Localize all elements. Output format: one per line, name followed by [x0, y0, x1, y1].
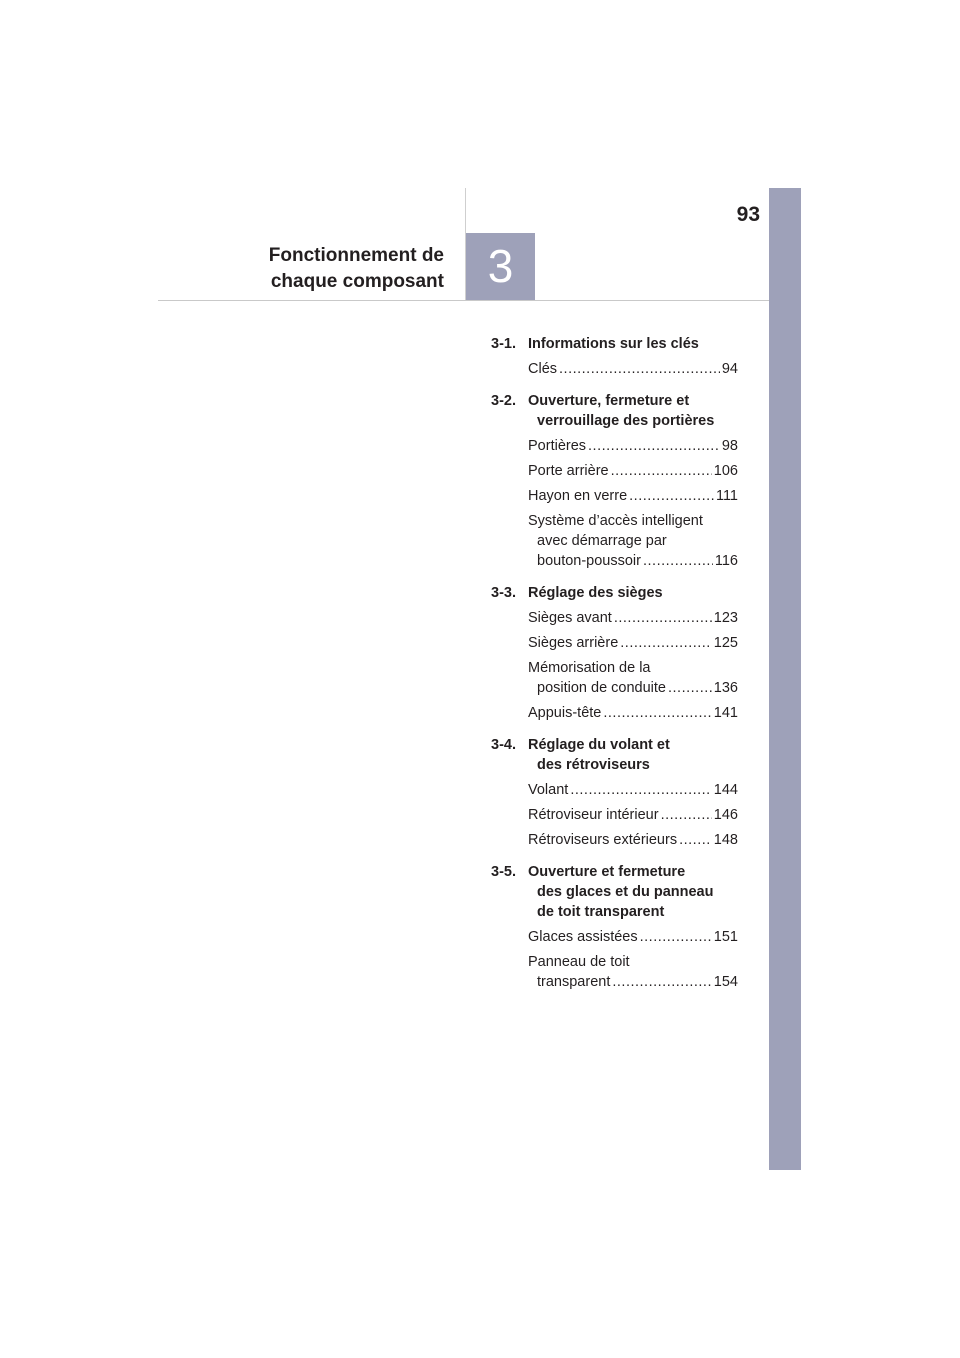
toc-section-title: [528, 862, 738, 922]
toc-entry-page: 154: [713, 974, 738, 990]
dot-leader: [612, 972, 711, 992]
toc-entry-link[interactable]: [528, 511, 738, 571]
toc-entry-label: Clés: [528, 361, 558, 377]
toc-section-title: [528, 583, 738, 603]
toc-entry-label: Rétroviseurs extérieurs: [528, 832, 678, 848]
toc-section-title-line: Réglage des sièges: [528, 585, 663, 601]
dot-leader: [570, 780, 711, 800]
toc-entry-label: transparent: [537, 974, 611, 990]
toc-entry-line: Mémorisation de la: [528, 660, 651, 676]
toc-entry-page: 148: [713, 832, 738, 848]
toc-section-title-line: Réglage du volant et: [528, 737, 670, 753]
dot-leader: [661, 805, 712, 825]
toc-entry-page: 116: [714, 553, 738, 569]
toc-entry-label: bouton-poussoir: [537, 553, 641, 569]
toc-section-title-line: Ouverture, fermeture et: [528, 393, 690, 409]
toc-entry-page: 151: [713, 929, 738, 945]
dot-leader: [679, 830, 712, 850]
toc-entry-page: 111: [715, 488, 738, 504]
toc-entry-label: Rétroviseur intérieur: [528, 807, 659, 823]
toc-entry-page: 144: [713, 782, 738, 798]
toc-section-number: 3-1.: [491, 336, 516, 352]
toc-entry-label: Sièges avant: [528, 610, 612, 626]
toc-entry-line: avec démarrage par: [537, 533, 667, 549]
dot-leader: [640, 927, 712, 947]
toc-section-title-line: de toit transparent: [537, 904, 665, 920]
toc-entry-label: Hayon en verre: [528, 488, 628, 504]
toc-entry-page: 146: [713, 807, 738, 823]
toc-section-number: 3-2.: [491, 393, 516, 409]
page-number: 93: [736, 203, 760, 226]
dot-leader: [611, 461, 712, 481]
toc-entry-page: 94: [721, 361, 738, 377]
toc-entry-link[interactable]: [528, 436, 738, 456]
toc-entry-link[interactable]: [528, 805, 738, 825]
chapter-side-tab: [769, 188, 801, 1170]
toc-section-title-line: Informations sur les clés: [528, 336, 699, 352]
dot-leader: [629, 486, 714, 506]
toc-entry-label: Glaces assistées: [528, 929, 638, 945]
header-divider-horizontal: [158, 300, 769, 301]
toc-entry-link[interactable]: [528, 952, 738, 992]
toc-entry-link[interactable]: [528, 658, 738, 698]
chapter-number-box: 3: [466, 233, 535, 300]
toc-section-title: [528, 735, 738, 775]
toc-entry-label: Porte arrière: [528, 463, 609, 479]
toc-entry-page: 106: [713, 463, 738, 479]
toc-entry-link[interactable]: [528, 830, 738, 850]
toc-section-title-line: verrouillage des portières: [537, 413, 715, 429]
toc-section-title-line: des glaces et du panneau: [537, 884, 714, 900]
toc-entry-label: Sièges arrière: [528, 635, 619, 651]
chapter-title: [200, 243, 444, 295]
dot-leader: [620, 633, 712, 653]
toc-section-title: [528, 391, 738, 431]
dot-leader: [614, 608, 712, 628]
dot-leader: [668, 678, 712, 698]
toc-entry-link[interactable]: [528, 703, 738, 723]
toc-entry-label: Portières: [528, 438, 587, 454]
toc-section-title-line: Ouverture et fermeture: [528, 864, 686, 880]
chapter-title-line-1: Fonctionnement de: [268, 245, 444, 266]
toc-section-title-line: des rétroviseurs: [537, 757, 650, 773]
dot-leader: [643, 551, 713, 571]
toc-entry-page: 123: [713, 610, 738, 626]
toc-entry-link[interactable]: [528, 608, 738, 628]
toc-entry-page: 98: [721, 438, 738, 454]
dot-leader: [603, 703, 711, 723]
toc-entry-page: 141: [713, 705, 738, 721]
dot-leader: [559, 359, 720, 379]
toc-entry-link[interactable]: [528, 633, 738, 653]
toc-entry-label: Volant: [528, 782, 569, 798]
toc-section-number: 3-4.: [491, 737, 516, 753]
chapter-title-line-2: chaque composant: [270, 271, 444, 292]
toc-entry-line: Système d’accès intelligent: [528, 513, 703, 529]
toc-section-title: [528, 334, 738, 354]
toc-entry-label: Appuis-tête: [528, 705, 602, 721]
toc-entry-link[interactable]: [528, 927, 738, 947]
toc-entry-label: position de conduite: [537, 680, 666, 696]
toc-entry-line: Panneau de toit: [528, 954, 630, 970]
toc-entry-page: 125: [713, 635, 738, 651]
toc-entry-page: 136: [713, 680, 738, 696]
dot-leader: [588, 436, 720, 456]
toc-entry-link[interactable]: [528, 486, 738, 506]
toc-entry-link[interactable]: [528, 461, 738, 481]
toc-entry-link[interactable]: [528, 780, 738, 800]
toc-entry-link[interactable]: [528, 359, 738, 379]
toc-section-number: 3-5.: [491, 864, 516, 880]
toc-section-number: 3-3.: [491, 585, 516, 601]
